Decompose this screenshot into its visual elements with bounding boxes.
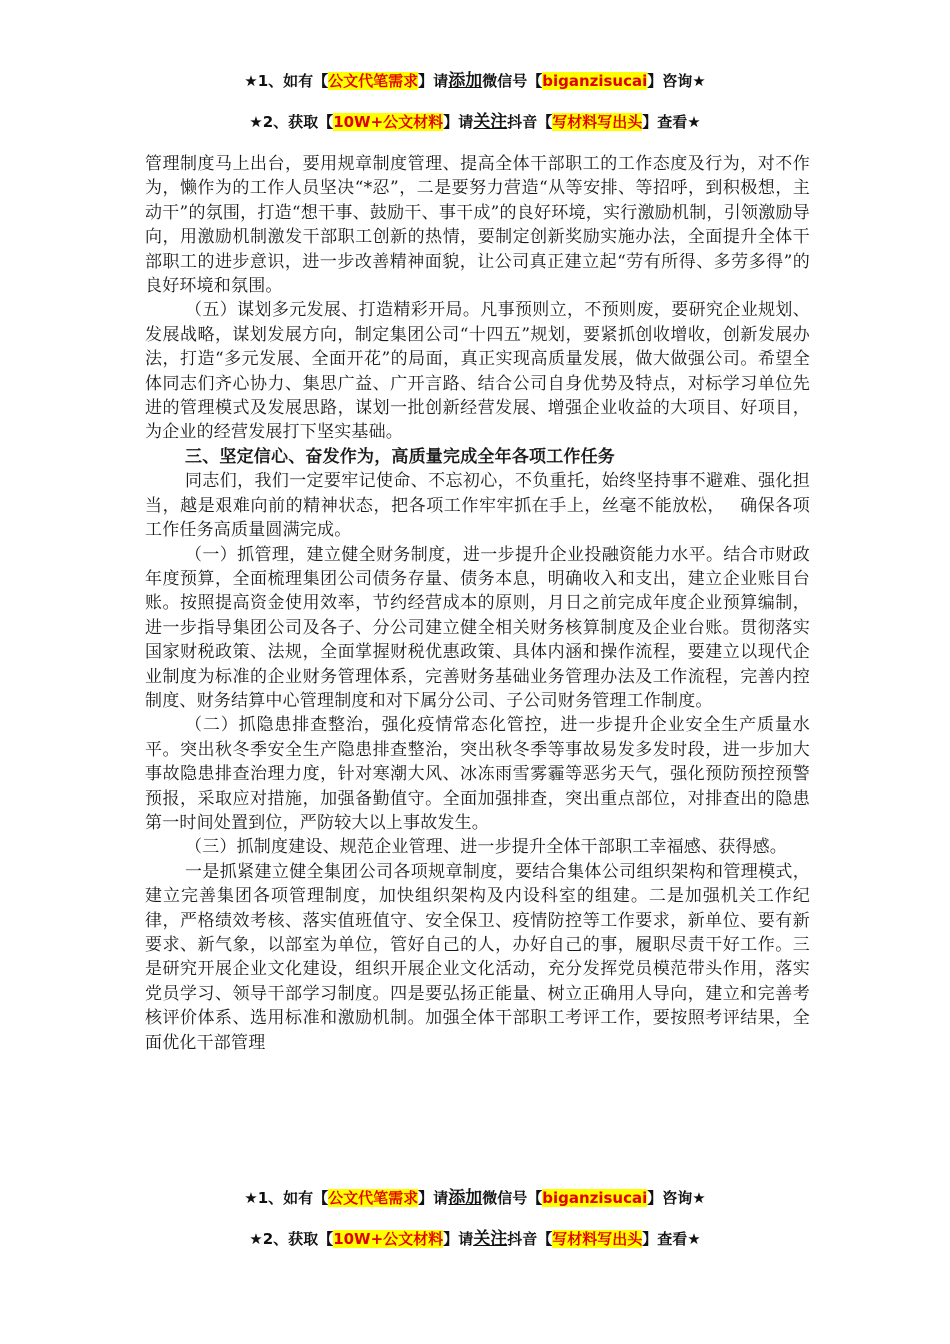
banner-underlined: 关注 — [473, 112, 508, 132]
banner-highlight: biganzisucai — [542, 72, 648, 90]
banner-highlight: 写材料写出头 — [552, 1230, 643, 1248]
banner-highlight: 公文代笔需求 — [328, 1189, 419, 1207]
banner-underlined: 添加 — [448, 71, 483, 91]
banner-text: 】请 — [418, 72, 449, 90]
top-banner-line-1 — [0, 70, 950, 92]
banner-text: 微信号【 — [482, 1189, 543, 1207]
banner-text: 】查看★ — [642, 1230, 701, 1248]
banner-highlight: 公文代笔需求 — [328, 72, 419, 90]
banner-text: 】查看★ — [642, 113, 701, 131]
banner-underlined: 添加 — [448, 1188, 483, 1208]
body-paragraph: 管理制度马上出台，要用规章制度管理、提高全体干部职工的工作态度及行为，对不作为，懒作为的工作人员坚决“*忍”，二是要努力营造“从等安排、等招呼，到积极想，主动干”的氛围，打造“想干事、鼓励干、事干成”的良好环境，实行激励机制，引领激励导向，用激励机制激发干部职工创新的热情，要制定创新奖励实施办法，全面提升全体干部职工的进步意识，进一步改善精神面貌，让公司真正建立起“劳有所得、多劳多得”的良好环境和氛围。 — [145, 154, 810, 297]
banner-highlight: 10W+公文材料 — [333, 113, 444, 131]
banner-text: 】请 — [443, 113, 474, 131]
banner-text: ★2、获取【 — [249, 113, 334, 131]
banner-text: 】请 — [418, 1189, 449, 1207]
banner-text: 抖音【 — [507, 113, 553, 131]
body-paragraph: （一）抓管理，建立健全财务制度，进一步提升企业投融资能力水平。结合市财政年度预算，全面梳理集团公司债务存量、债务本息，明确收入和支出，建立企业账目台账。按照提高资金使用效率，节约经营成本的原则，月日之前完成年度企业预算编制，进一步指导集团公司及各子、分公司建立健全相关财务核算制度及企业台账。贯彻落实国家财税政策、法规，全面掌握财税优惠政策、具体内涵和操作流程，要建立以现代企业制度为标准的企业财务管理体系，完善财务基础业务管理办法及工作流程，完善内控制度、财务结算中心管理制度和对下属分公司、子公司财务管理工作制度。 — [145, 544, 810, 711]
banner-underlined: 关注 — [473, 1229, 508, 1249]
bottom-banner-line-2 — [0, 1228, 950, 1250]
banner-highlight: 写材料写出头 — [552, 113, 643, 131]
body-paragraph: 一是抓紧建立健全集团公司各项规章制度，要结合集体公司组织架构和管理模式，建立完善集团各项管理制度，加快组织架构及内设科室的组建。二是加强机关工作纪律，严格绩效考核、落实值班值守、安全保卫、疫情防控等工作要求，新单位、要有新要求、新气象，以部室为单位，管好自己的人，办好自己的事，履职尽责干好工作。三是研究开展企业文化建设，组织开展企业文化活动，充分发挥党员模范带头作用，落实党员学习、领导干部学习制度。四是要弘扬正能量、树立正确用人导向，建立和完善考核评价体系、选用标准和激励机制。加强全体干部职工考评工作，要按照考评结果，全面优化干部管理 — [145, 861, 810, 1053]
banner-highlight: 10W+公文材料 — [333, 1230, 444, 1248]
bottom-banner-line-1 — [0, 1187, 950, 1209]
banner-highlight: biganzisucai — [542, 1189, 648, 1207]
section-heading: 三、坚定信心、奋发作为，高质量完成全年各项工作任务 — [185, 446, 615, 467]
top-banner-line-2 — [0, 111, 950, 133]
banner-text: 】咨询★ — [647, 1189, 706, 1207]
body-paragraph: （五）谋划多元发展、打造精彩开局。凡事预则立，不预则废，要研究企业规划、发展战略，谋划发展方向，制定集团公司“十四五”规划，要紧抓创收增收，创新发展办法，打造“多元发展、全面开花”的局面，真正实现高质量发展，做大做强公司。希望全体同志们齐心协力、集思广益、广开言路、结合公司自身优势及特点，对标学习单位先进的管理模式及发展思路，谋划一批创新经营发展、增强企业收益的大项目、好项目，为企业的经营发展打下坚实基础。 — [145, 300, 810, 443]
banner-text: ★1、如有【 — [244, 72, 329, 90]
body-paragraph: （三）抓制度建设、规范企业管理、进一步提升全体干部职工幸福感、获得感。 — [185, 837, 787, 858]
banner-text: 】咨询★ — [647, 72, 706, 90]
banner-text: 抖音【 — [507, 1230, 553, 1248]
body-paragraph: （二）抓隐患排查整治，强化疫情常态化管控，进一步提升企业安全生产质量水平。突出秋冬季安全生产隐患排查整治，突出秋冬季等事故易发多发时段，进一步加大事故隐患排查治理力度，针对寒潮大风、冰冻雨雪雾霾等恶劣天气，强化预防预控预警预报，采取应对措施，加强备勤值守。全面加强排查，突出重点部位，对排查出的隐患第一时间处置到位，严防较大以上事故发生。 — [145, 715, 810, 833]
document-body — [145, 152, 810, 1055]
banner-text: 】请 — [443, 1230, 474, 1248]
banner-text: ★1、如有【 — [244, 1189, 329, 1207]
banner-text: ★2、获取【 — [249, 1230, 334, 1248]
body-paragraph: 同志们，我们一定要牢记使命、不忘初心，不负重托，始终坚持事不避难、强化担当，越是艰难向前的精神状态，把各项工作牢牢抓在手上，丝毫不能放松， 确保各项工作任务高质量圆满完成。 — [145, 471, 810, 541]
banner-text: 微信号【 — [482, 72, 543, 90]
